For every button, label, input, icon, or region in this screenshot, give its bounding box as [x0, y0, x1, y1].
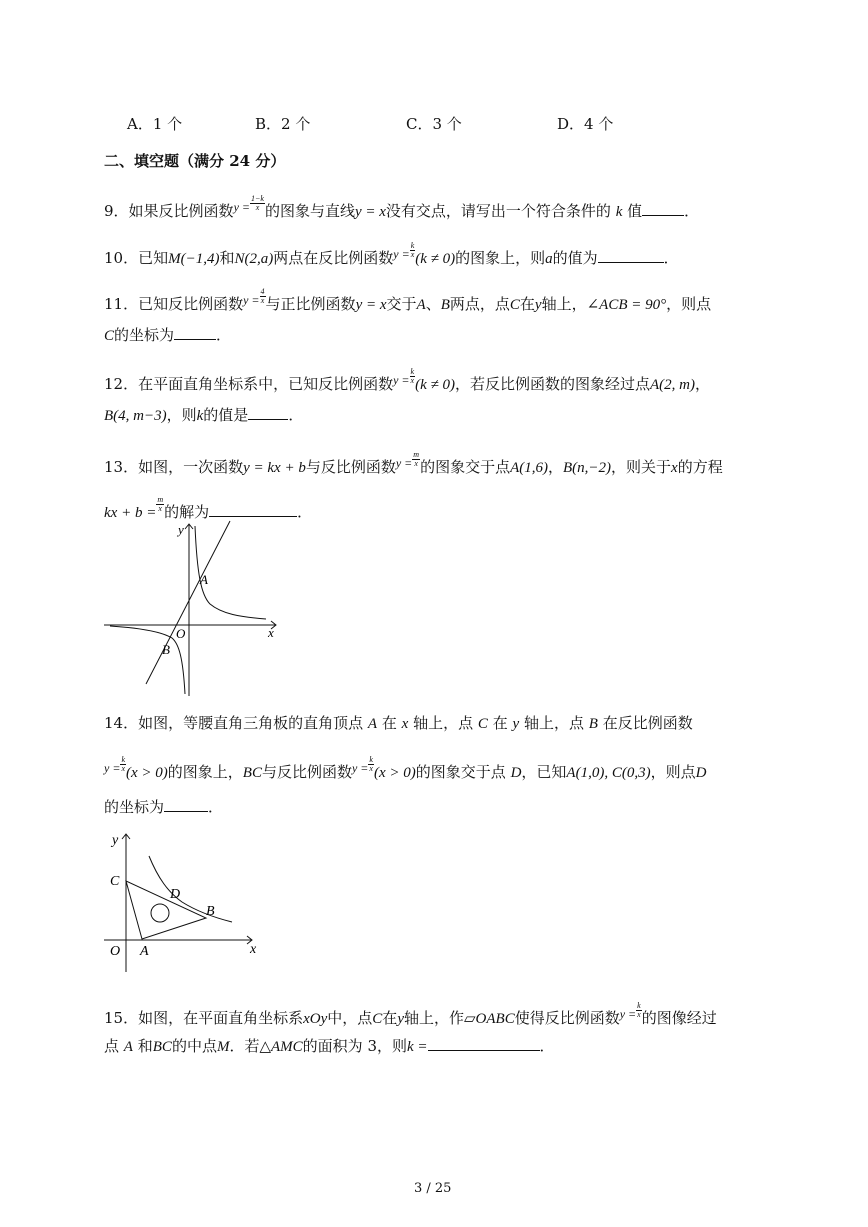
q13-point-a: A(1,6) — [510, 460, 548, 476]
q12-end: ． — [288, 406, 304, 424]
question-15-line-1 — [104, 1002, 717, 1028]
q12-number: 12． — [104, 375, 139, 393]
q10-number: 10． — [104, 249, 139, 267]
q11-angle: ∠ACB = 90° — [586, 297, 667, 313]
question-11-line-2 — [104, 324, 231, 345]
q14-number: 14． — [104, 714, 139, 732]
q13-text-3: 的图象交于点 — [420, 458, 511, 476]
q14-a: A — [367, 716, 378, 732]
q10-condition: (k ≠ 0) — [415, 251, 456, 267]
q14-eq1-frac-den: x — [121, 764, 125, 773]
q14-line2-text-3: 的图象交于点 — [415, 763, 506, 781]
q15-eq-lhs: y = — [619, 1007, 637, 1021]
q13-line2-frac-num: m — [157, 495, 164, 504]
q11-frac-den: x — [260, 296, 265, 305]
q13-x: x — [671, 460, 678, 476]
q9-answer-blank[interactable] — [642, 201, 684, 216]
q10-eq-lhs: y = — [393, 247, 410, 261]
q15-line2-text-1: 点 — [104, 1037, 120, 1055]
q14-eq1-frac-num: k — [121, 755, 125, 764]
q14-y: y — [512, 716, 520, 732]
q13-hyperbola-branch-2 — [110, 626, 185, 694]
option-a: A．1 个 — [127, 115, 183, 133]
q14-line3-text: 的坐标为 — [104, 798, 165, 816]
q14-eq2-lhs: y = — [351, 761, 369, 775]
q15-parallelogram: ▱OABC — [464, 1011, 515, 1027]
q13-end: ． — [297, 503, 313, 521]
q10-text-3: 两点在反比例函数 — [273, 249, 394, 267]
q10-end: ． — [663, 249, 679, 267]
q14-text-4: 在 — [492, 714, 508, 732]
q11-number: 11． — [104, 295, 139, 313]
q15-xoy: xOy — [303, 1011, 328, 1027]
option-d: D．4 个 — [557, 115, 614, 133]
q13-line-graph — [146, 521, 230, 684]
q14-end: ． — [208, 798, 224, 816]
q12-frac-num: k — [410, 367, 415, 376]
q15-line2-text-3: 的中点 — [171, 1037, 217, 1055]
q14-text-6: 在反比例函数 — [602, 714, 693, 732]
q15-m: M — [216, 1039, 230, 1055]
q12-condition: (k ≠ 0) — [415, 377, 455, 393]
q11-text-3: 交于 — [386, 295, 417, 313]
q14-eq2-frac-den: x — [369, 764, 373, 773]
q14-bc: BC — [242, 765, 262, 781]
q12-text-4: ，则 — [166, 406, 197, 424]
q15-text-4: 轴上，作 — [403, 1009, 464, 1027]
q11-text-2: 与正比例函数 — [265, 295, 356, 313]
q11-y: y — [534, 297, 542, 313]
q13-point-b: B(n,−2) — [563, 460, 612, 476]
q10-frac-num: k — [410, 241, 415, 250]
q14-eq2-condition: (x > 0) — [373, 765, 416, 781]
section-title: 二、填空题（满分 24 分） — [104, 152, 286, 170]
question-11-line-1 — [104, 288, 711, 314]
q10-point-n: N(2,a) — [234, 251, 274, 267]
q14-text-5: 轴上，点 — [523, 714, 584, 732]
q13-text-1: 如图，一次函数 — [138, 458, 244, 476]
q14-line2-d: D — [695, 765, 707, 781]
q13-line2-frac-den: x — [158, 504, 162, 513]
q13-label-a: A — [200, 572, 208, 587]
q14-circle-hole — [151, 904, 169, 922]
q13-label-x: x — [268, 625, 274, 640]
q10-text-2: 和 — [219, 249, 235, 267]
q12-text-3: ， — [695, 375, 711, 393]
q15-frac-num: k — [637, 1001, 641, 1010]
q14-eq2-frac-num: k — [369, 755, 373, 764]
q9-eq-lhs: y = — [233, 200, 250, 214]
q11-c: C — [509, 297, 520, 313]
q13-text-5: ，则关于 — [611, 458, 672, 476]
q15-text-6: 的图像经过 — [641, 1009, 717, 1027]
q15-text-2: 中，点 — [327, 1009, 373, 1027]
q11-text-7: 轴上， — [541, 295, 587, 313]
q14-eq1-lhs: y = — [104, 761, 121, 775]
q15-line2-text-2: 和 — [137, 1037, 153, 1055]
q14-answer-blank[interactable] — [164, 797, 208, 812]
q10-frac-den: x — [410, 250, 415, 259]
q9-frac-num: 1−k — [251, 194, 264, 203]
q15-y: y — [397, 1011, 404, 1027]
q15-triangle: △AMC — [259, 1039, 303, 1055]
q13-equation-lhs: kx + b = — [104, 505, 157, 521]
q14-label-y: y — [112, 833, 119, 848]
q14-line2-text-4: ，已知 — [521, 763, 567, 781]
q15-line2-text-5: 的面积为 3，则 — [302, 1037, 407, 1055]
q14-b: B — [588, 716, 598, 732]
q14-c: C — [477, 716, 488, 732]
q11-line2-c: C — [104, 328, 115, 344]
q10-text-4: 的图象上，则 — [455, 249, 546, 267]
question-12-line-1 — [104, 368, 710, 394]
question-13-line-1 — [104, 451, 723, 477]
q13-text-2: 与反比例函数 — [305, 458, 396, 476]
option-c: C．3 个 — [406, 115, 462, 133]
q14-label-x: x — [250, 942, 257, 957]
q11-text-6: 在 — [519, 295, 535, 313]
q12-point-a: A(2, m) — [650, 377, 696, 393]
q9-number: 9． — [104, 202, 129, 220]
q11-text-1: 已知反比例函数 — [138, 295, 244, 313]
q9-frac-den: x — [255, 203, 260, 212]
q10-point-m: M(−1,4) — [168, 251, 220, 267]
q14-label-o: O — [110, 944, 121, 959]
q12-point-b: B(4, m−3) — [104, 408, 167, 424]
page-number: 3 / 25 — [414, 1181, 452, 1196]
q9-line-eq: y = x — [354, 204, 386, 220]
q12-eq-lhs: y = — [393, 373, 410, 387]
q15-line2-text-4: ．若 — [229, 1037, 260, 1055]
question-14-line-1 — [104, 712, 693, 733]
q14-line2-text-2: 与反比例函数 — [261, 763, 352, 781]
q9-text-2: 的图象与直线 — [264, 202, 355, 220]
q15-end: ． — [539, 1037, 555, 1055]
q13-figure — [100, 518, 285, 700]
q13-line2-fraction — [156, 496, 164, 513]
q14-line2-text-5: ，则点 — [650, 763, 696, 781]
q14-label-a: A — [140, 944, 149, 959]
q14-d: D — [510, 765, 522, 781]
q9-text-1: 如果反比例函数 — [128, 202, 234, 220]
question-15-line-2 — [104, 1035, 555, 1056]
q14-hyperbola — [149, 856, 232, 922]
q13-answer-blank[interactable] — [209, 502, 297, 517]
q13-line2-text: 的解为 — [164, 503, 210, 521]
q13-fraction — [412, 451, 420, 468]
q12-k: k — [196, 408, 204, 424]
q11-eq-lhs: y = — [243, 293, 260, 307]
q9-k: k — [615, 204, 623, 220]
q11-line-eq: y = x — [355, 297, 387, 313]
q11-b: B — [440, 297, 450, 313]
q13-label-o: O — [176, 626, 186, 641]
q14-points: A(1,0), C(0,3) — [566, 765, 651, 781]
q13-text-6: 的方程 — [677, 458, 723, 476]
q10-answer-blank[interactable] — [598, 248, 664, 263]
q9-text-4: 值 — [627, 202, 643, 220]
q15-text-5: 使得反比例函数 — [514, 1009, 620, 1027]
q15-k-eq: k = — [406, 1039, 428, 1055]
question-14-line-3 — [104, 796, 223, 817]
q14-text-1: 如图，等腰直角三角板的直角顶点 — [138, 714, 364, 732]
q14-label-b: B — [206, 904, 215, 919]
q10-text-1: 已知 — [138, 249, 169, 267]
q15-text-3: 在 — [382, 1009, 398, 1027]
q9-end: ． — [684, 202, 700, 220]
q14-eq1-condition: (x > 0) — [126, 765, 168, 781]
q13-label-b: B — [162, 642, 170, 657]
q12-answer-blank[interactable] — [248, 405, 288, 420]
q13-eq-lhs: y = — [395, 456, 413, 470]
q12-frac-den: x — [410, 376, 415, 385]
q15-text-1: 如图，在平面直角坐标系 — [138, 1009, 304, 1027]
q13-text-4: ， — [547, 458, 563, 476]
q14-triangle — [126, 881, 206, 939]
q14-line2-text-1: 的图象上， — [167, 763, 243, 781]
q12-text-5: 的值是 — [203, 406, 249, 424]
q14-text-2: 在 — [381, 714, 397, 732]
q11-a: A — [416, 297, 426, 313]
q15-bc: BC — [152, 1039, 172, 1055]
q15-c: C — [372, 1011, 383, 1027]
q11-line2-text: 的坐标为 — [114, 326, 175, 344]
q13-frac-den: x — [414, 459, 418, 468]
q12-text-2: ，若反比例函数的图象经过点 — [455, 375, 651, 393]
q14-text-3: 轴上，点 — [413, 714, 474, 732]
question-9 — [104, 195, 699, 221]
q14-x: x — [401, 716, 409, 732]
q14-label-c: C — [110, 874, 120, 889]
question-12-line-2 — [104, 404, 303, 425]
q15-a: A — [123, 1039, 133, 1055]
q9-fraction — [250, 195, 265, 212]
q11-text-5: 两点，点 — [449, 295, 510, 313]
question-14-line-2 — [104, 756, 706, 782]
q13-line-eq: y = kx + b — [243, 460, 306, 476]
q11-end: ． — [216, 326, 232, 344]
q13-frac-num: m — [413, 450, 420, 459]
option-b: B．2 个 — [255, 115, 311, 133]
q10-a: a — [545, 251, 553, 267]
q15-answer-blank[interactable] — [428, 1036, 540, 1051]
q12-text-1: 在平面直角坐标系中，已知反比例函数 — [138, 375, 394, 393]
q10-text-5: 的值为 — [552, 249, 598, 267]
question-10 — [104, 242, 679, 268]
q15-frac-den: x — [637, 1010, 641, 1019]
q11-answer-blank[interactable] — [174, 325, 216, 340]
q13-number: 13． — [104, 458, 139, 476]
q13-label-y: y — [178, 522, 184, 537]
q11-frac-num: 4 — [260, 287, 265, 296]
q9-text-3: 没有交点，请写出一个符合条件的 — [385, 202, 611, 220]
q14-figure — [102, 826, 267, 972]
q11-text-8: ，则点 — [666, 295, 712, 313]
q11-text-4: 、 — [425, 295, 441, 313]
q15-number: 15． — [104, 1009, 139, 1027]
q14-label-d: D — [170, 887, 181, 902]
